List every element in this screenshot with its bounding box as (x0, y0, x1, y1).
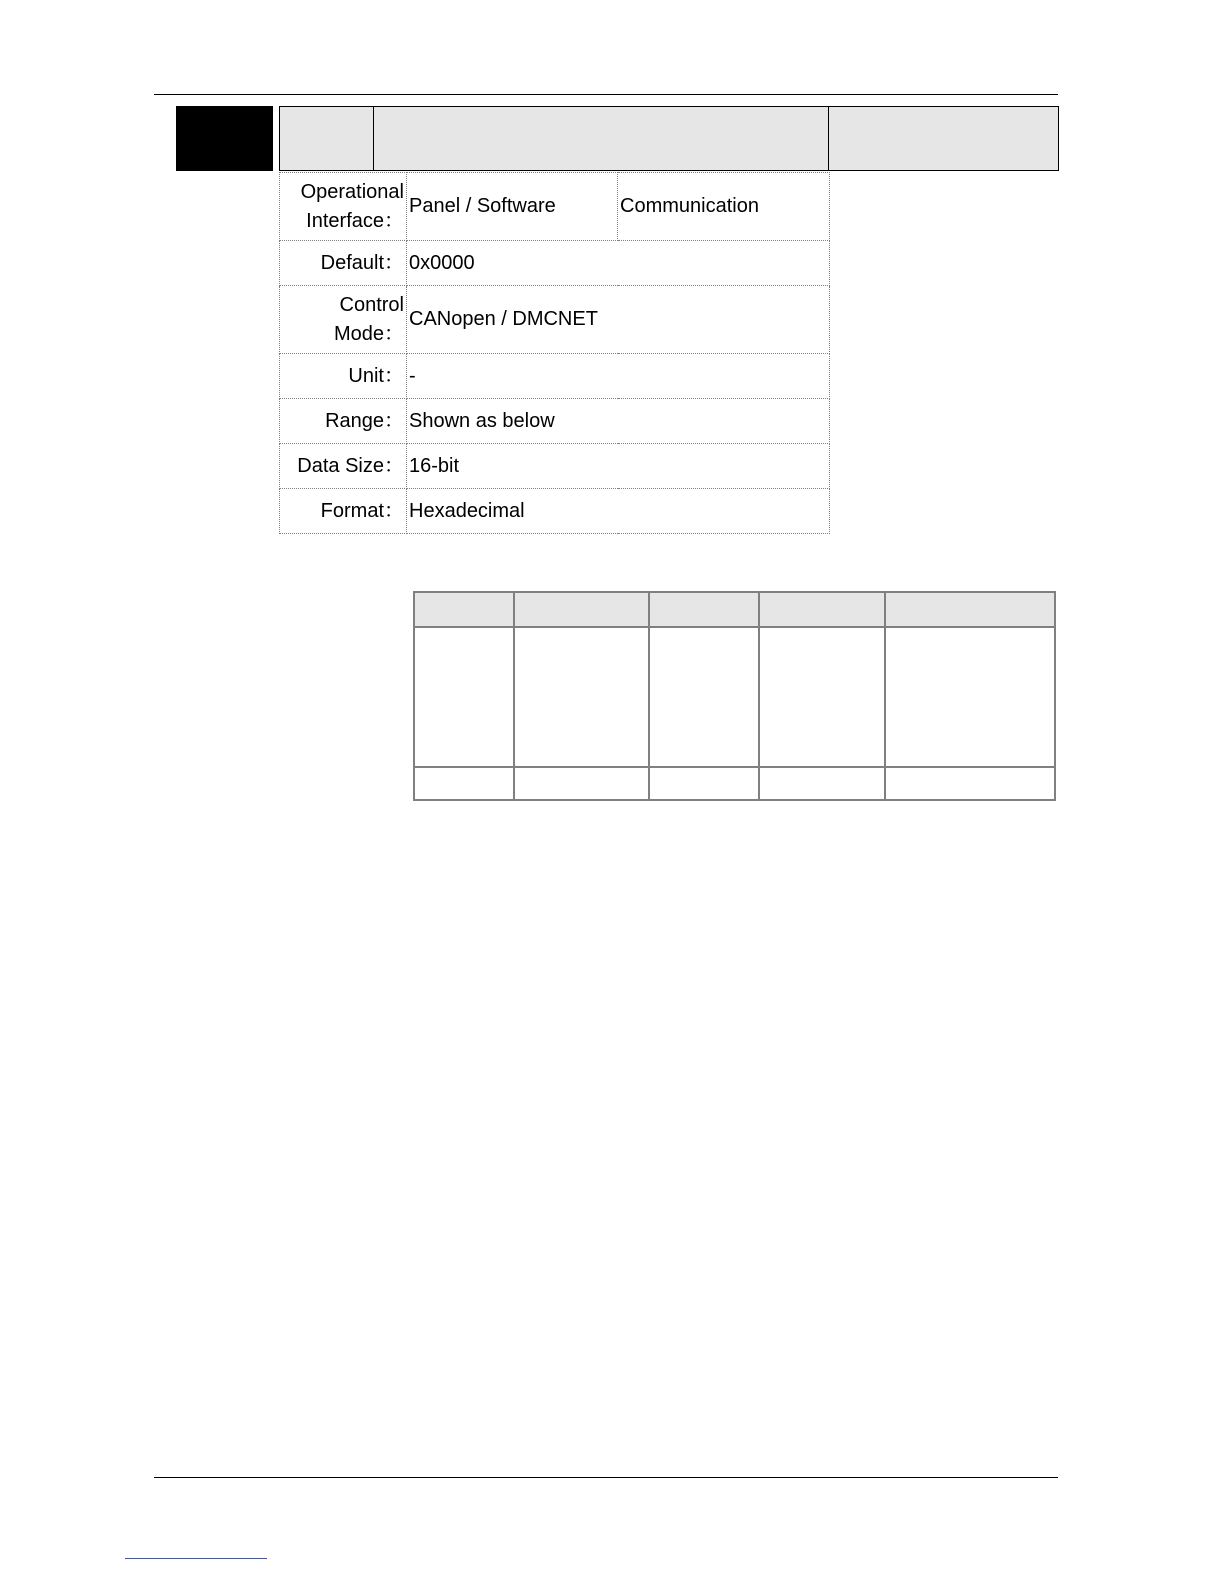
grid-cell (414, 767, 514, 800)
grid-footer-row (414, 767, 1055, 800)
parameter-address-cell (828, 106, 1059, 171)
communication-value: Communication (618, 173, 830, 241)
format-label: Format： (280, 489, 407, 534)
footer-link-underline[interactable] (125, 1558, 267, 1559)
operational-interface-label: Operational Interface： (280, 173, 407, 241)
grid-cell (514, 627, 650, 767)
grid-cell (414, 627, 514, 767)
grid-cell (514, 767, 650, 800)
grid-cell (759, 767, 885, 800)
control-mode-row (280, 286, 830, 354)
operational-interface-row (280, 173, 830, 241)
grid-header-cell (885, 592, 1056, 627)
control-mode-value: CANopen / DMCNET (407, 286, 830, 354)
parameter-properties-table (279, 172, 830, 534)
footer-rule (154, 1477, 1058, 1478)
default-value: 0x0000 (407, 241, 830, 286)
control-mode-label: Control Mode： (280, 286, 407, 354)
grid-cell (649, 767, 759, 800)
grid-header-cell (759, 592, 885, 627)
unit-row (280, 354, 830, 399)
grid-cell (759, 627, 885, 767)
range-row (280, 399, 830, 444)
data-size-label: Data Size： (280, 444, 407, 489)
unit-label: Unit： (280, 354, 407, 399)
default-label: Default： (280, 241, 407, 286)
parameter-name-cell (373, 106, 829, 171)
panel-software-value: Panel / Software (407, 173, 618, 241)
grid-header-cell (414, 592, 514, 627)
parameter-code-cell (279, 106, 374, 171)
default-row (280, 241, 830, 286)
header-rule (154, 94, 1058, 95)
grid-header-cell (514, 592, 650, 627)
format-value: Hexadecimal (407, 489, 830, 534)
grid-body-row (414, 627, 1055, 767)
format-row (280, 489, 830, 534)
range-value: Shown as below (407, 399, 830, 444)
grid-cell (885, 767, 1056, 800)
grid-cell (885, 627, 1056, 767)
data-size-row (280, 444, 830, 489)
range-label: Range： (280, 399, 407, 444)
range-grid-table (413, 591, 1056, 801)
grid-header-row (414, 592, 1055, 627)
grid-cell (649, 627, 759, 767)
grid-header-cell (649, 592, 759, 627)
data-size-value: 16-bit (407, 444, 830, 489)
chapter-tab (176, 106, 273, 171)
unit-value: - (407, 354, 830, 399)
